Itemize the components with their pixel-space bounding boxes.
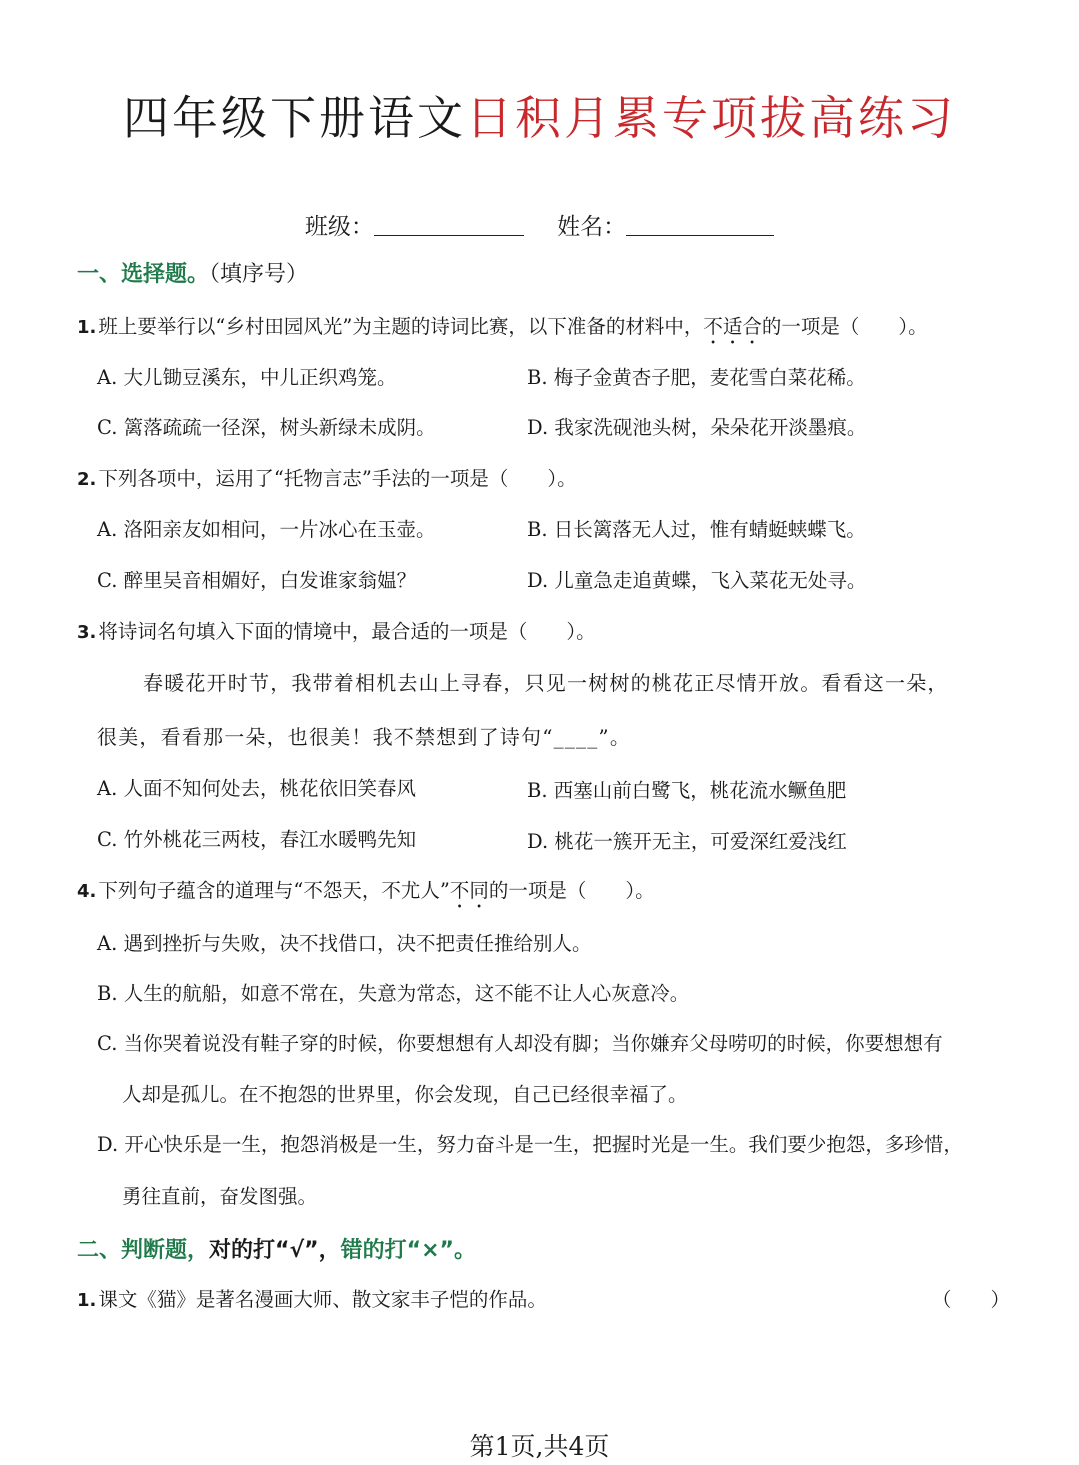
class-blank[interactable] — [374, 213, 524, 236]
page-title — [0, 82, 1079, 148]
page-footer: 第1页,共4页 — [469, 1432, 610, 1461]
section-1-note: （填序号） — [209, 262, 309, 287]
answer-parentheses[interactable]: （ ） — [932, 1288, 1011, 1311]
question-number: 4. — [77, 881, 97, 902]
option-c: C. 醉里吴音相媚好，白发谁家翁媪？ — [97, 569, 417, 592]
option-c-line-2: 人却是孤儿。在不抱怨的世界里，你会发现，自己已经很幸福了。 — [122, 1083, 688, 1106]
option-d: D. 我家洗砚池头树，朵朵花开淡墨痕。 — [527, 416, 867, 439]
section-2-instruction-check: 对的打“√”， — [209, 1238, 341, 1263]
option-a: A. 人面不知何处去，桃花依旧笑春风 — [97, 777, 416, 800]
option-c: C. 竹外桃花三两枝，春江水暖鸭先知 — [97, 828, 417, 851]
section-2-label: 二、判断题， — [77, 1238, 210, 1263]
scenario-paragraph-line-1: 春暖花开时节，我带着相机去山上寻春，只见一树树的桃花正尽情开放。看看这一朵， — [143, 671, 949, 695]
option-c: C. 篱落疏疏一径深，树头新绿未成阴。 — [97, 416, 436, 439]
option-b: B. 人生的航船，如意不常在，失意为常态，这不能不让人心灰意冷。 — [97, 982, 690, 1005]
section-1-label: 一、选择题。 — [77, 262, 210, 287]
question-text: 课文《猫》是著名漫画大师、散文家丰子恺的作品。 — [98, 1288, 547, 1311]
emphasis-text: 不同 — [449, 879, 489, 902]
question-number: 1. — [77, 1290, 97, 1311]
section-2-heading — [77, 1233, 476, 1264]
question-2 — [77, 463, 577, 491]
option-d: D. 桃花一簇开无主，可爱深红爱浅红 — [527, 830, 847, 853]
class-label: 班级： — [304, 214, 374, 240]
title-black: 四年级下册语文 — [123, 91, 466, 145]
scenario-paragraph-line-2: 很美，看看那一朵，也很美！我不禁想到了诗句“____”。 — [97, 725, 632, 749]
question-text: 将诗词名句填入下面的情境中，最合适的一项是（ ）。 — [98, 620, 596, 643]
option-b: B. 西塞山前白鹭飞，桃花流水鳜鱼肥 — [527, 779, 847, 802]
name-label: 姓名： — [557, 214, 627, 240]
question-text: 班上要举行以“乡村田园风光”为主题的诗词比赛，以下准备的材料中， — [98, 315, 704, 338]
option-d-line-1: D. 开心快乐是一生，抱怨消极是一生，努力奋斗是一生，把握时光是一生。我们要少抱怨，多珍惜， — [97, 1133, 963, 1156]
option-d-line-2: 勇往直前，奋发图强。 — [122, 1185, 318, 1208]
emphasis-text: 不适合 — [703, 315, 762, 338]
option-c-line-1: C. 当你哭着说没有鞋子穿的时候，你要想想有人却没有脚；当你嫌弃父母唠叨的时候，你要想想有 — [97, 1032, 943, 1055]
option-a: A. 遇到挫折与失败，决不找借口，决不把责任推给别人。 — [97, 932, 592, 955]
option-d: D. 儿童急走追黄蝶，飞入菜花无处寻。 — [527, 569, 867, 592]
question-1 — [77, 311, 928, 349]
student-info — [0, 208, 1079, 241]
title-red: 日积月累专项拔高练习 — [466, 91, 956, 145]
judgment-1 — [77, 1284, 547, 1312]
option-b: B. 梅子金黄杏子肥，麦花雪白菜花稀。 — [527, 366, 866, 389]
option-a: A. 洛阳亲友如相问，一片冰心在玉壶。 — [97, 518, 436, 541]
name-blank[interactable] — [626, 213, 774, 236]
question-4 — [77, 875, 655, 913]
option-b: B. 日长篱落无人过，惟有蜻蜓蛱蝶飞。 — [527, 518, 866, 541]
question-text-end: 的一项是（ ）。 — [488, 879, 655, 902]
section-2-instruction-cross: 错的打“×”。 — [340, 1238, 476, 1263]
question-text-end: 的一项是（ ）。 — [761, 315, 928, 338]
question-text: 下列各项中，运用了“托物言志”手法的一项是（ ）。 — [98, 467, 577, 490]
question-3 — [77, 616, 596, 644]
option-a: A. 大儿锄豆溪东，中儿正织鸡笼。 — [97, 366, 397, 389]
question-number: 1. — [77, 317, 97, 338]
question-number: 3. — [77, 622, 97, 643]
question-text: 下列句子蕴含的道理与“不怨天，不尤人” — [98, 879, 450, 902]
section-1-heading — [77, 257, 308, 288]
question-number: 2. — [77, 469, 97, 490]
